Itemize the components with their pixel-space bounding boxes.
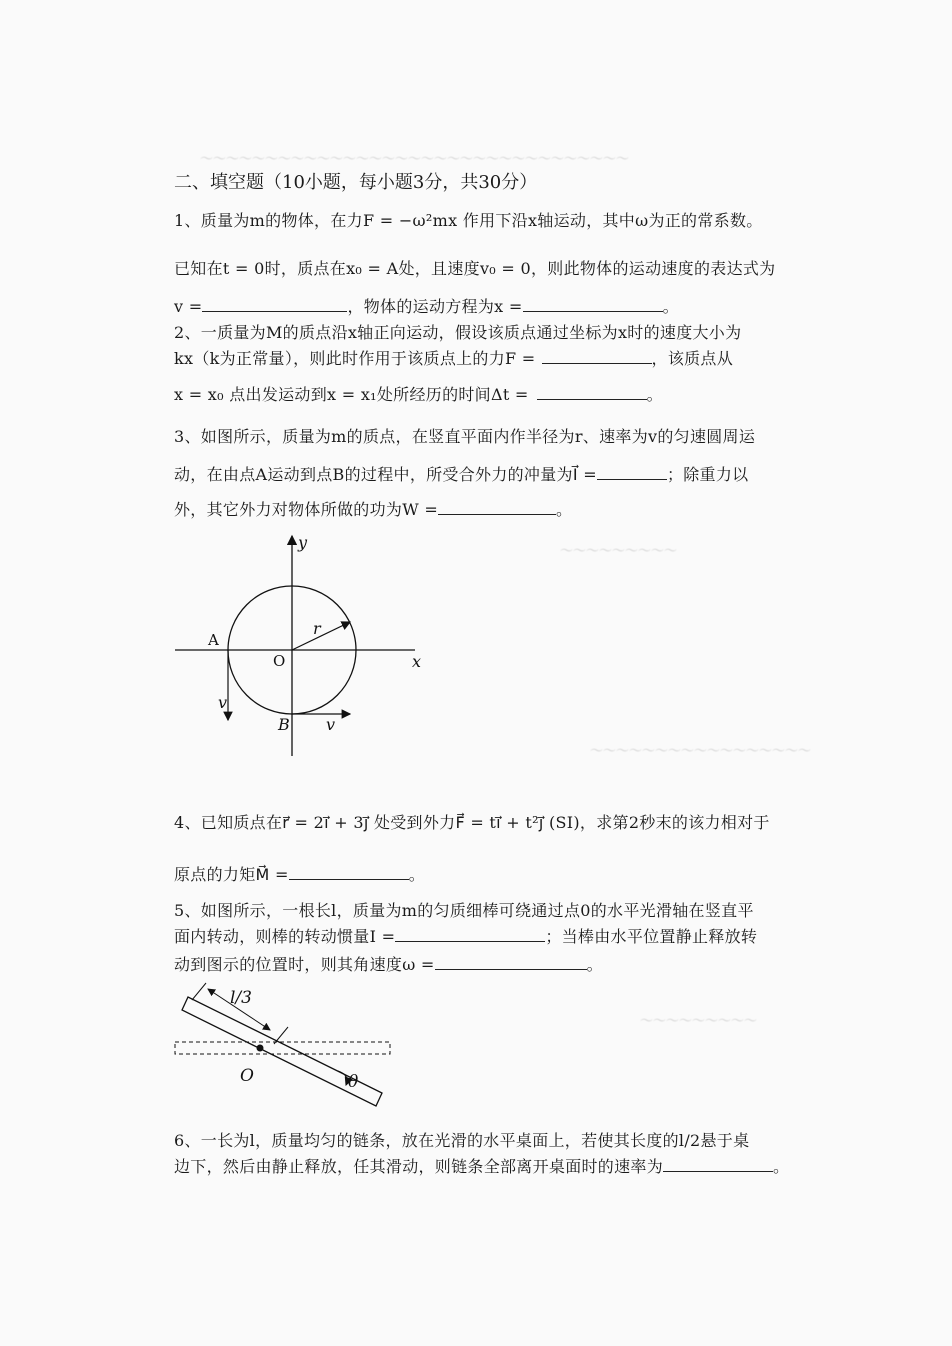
bleed-through-text: ～～～～～～～～～～～～～～～～～～～～～～～～～～～～～～～～～ bbox=[200, 152, 630, 167]
q4-line2 bbox=[174, 862, 425, 885]
q2-line2 bbox=[174, 346, 733, 369]
q1-line3 bbox=[174, 294, 679, 317]
y-axis-label: y bbox=[298, 533, 308, 552]
bleed-through-text: ～～～～～～～～～～～～～～～～～ bbox=[590, 744, 812, 759]
q6-line2 bbox=[174, 1154, 789, 1177]
q2-line1: 2、一质量为M的质点沿x轴正向运动，假设该质点通过坐标为x时的速度大小为 bbox=[174, 323, 742, 342]
pivot-point bbox=[257, 1045, 264, 1052]
q4-end: 。 bbox=[408, 865, 426, 884]
q3-line3 bbox=[174, 497, 572, 520]
angle-label: θ bbox=[348, 1072, 359, 1092]
q5-rod-figure bbox=[170, 975, 400, 1125]
q1-line1: 1、质量为m的物体，在力F = −ω²mx 作用下沿x轴运动，其中ω为正的常系数。 bbox=[174, 211, 763, 230]
q1-line2: 已知在t = 0时，质点在x₀ = A处，且速度v₀ = 0，则此物体的运动速度的表达式为 bbox=[174, 259, 776, 278]
radius-arrow bbox=[292, 622, 350, 650]
q5-inertia-label: 面内转动，则棒的转动惯量I = bbox=[174, 927, 396, 946]
point-b-label: B bbox=[278, 715, 290, 734]
q2-end: 。 bbox=[646, 385, 663, 404]
q5-inertia-blank[interactable] bbox=[395, 927, 545, 942]
q5-line2 bbox=[174, 924, 757, 947]
velocity-label-b: v bbox=[326, 715, 336, 734]
bleed-through-text: ～～～～～～～～～ bbox=[560, 544, 678, 559]
origin-label: O bbox=[273, 652, 286, 670]
angle-arc bbox=[338, 1071, 347, 1085]
velocity-label-a: v bbox=[218, 693, 228, 712]
q3-impulse-after: ；除重力以 bbox=[666, 465, 749, 484]
q6-line1: 6、一长为l，质量均匀的链条，放在光滑的水平桌面上，若使其长度的l/2悬于桌 bbox=[174, 1131, 750, 1150]
q1-end: 。 bbox=[662, 297, 679, 316]
q2-force-blank[interactable] bbox=[542, 349, 652, 364]
q5-omega-blank[interactable] bbox=[435, 955, 587, 970]
section-title: 二、填空题（10小题，每小题3分，共30分） bbox=[174, 172, 538, 193]
q2-force-label: kx（k为正常量），则此时作用于该质点上的力F = bbox=[174, 349, 536, 368]
dimension-tick-left bbox=[192, 983, 206, 1000]
q3-line2 bbox=[174, 462, 748, 485]
dimension-tick-right bbox=[274, 1027, 288, 1044]
q5-omega-label: 动到图示的位置时，则其角速度ω = bbox=[174, 955, 435, 974]
q3-work-blank[interactable] bbox=[438, 500, 556, 515]
q2-force-after: ，该质点从 bbox=[651, 349, 734, 368]
bleed-through-text: ～～～～～～～～～ bbox=[640, 1014, 758, 1029]
q5-inertia-after: ；当棒由水平位置静止释放转 bbox=[545, 927, 758, 946]
q5-line1: 5、如图所示，一根长l，质量为m的匀质细棒可绕通过点0的水平光滑轴在竖直平 bbox=[174, 901, 754, 920]
q2-time-blank[interactable] bbox=[537, 385, 647, 400]
q3-end: 。 bbox=[556, 500, 573, 519]
point-a-label: A bbox=[208, 631, 219, 649]
x-axis-label: x bbox=[412, 652, 422, 671]
radius-label: r bbox=[313, 619, 321, 638]
q3-circle-figure bbox=[170, 528, 450, 763]
q6-speed-label: 边下，然后由静止释放，任其滑动，则链条全部离开桌面时的速率为 bbox=[174, 1157, 664, 1176]
q1-answer-label-v: v = bbox=[174, 297, 203, 316]
q1-answer-blank-v[interactable] bbox=[202, 297, 347, 312]
q5-line3 bbox=[174, 952, 603, 975]
pivot-label: O bbox=[240, 1066, 254, 1086]
q4-torque-label: 原点的力矩M⃗ = bbox=[174, 865, 289, 884]
q2-line3 bbox=[174, 382, 663, 405]
q4-line1: 4、已知质点在r⃗ = 2i⃗ + 3j⃗ 处受到外力F⃗ = ti⃗ + t²j⃗ (SI)，求第2秒末的该力相对于 bbox=[174, 813, 770, 832]
q3-work-label: 外，其它外力对物体所做的功为W = bbox=[174, 500, 439, 519]
q1-answer-blank-x[interactable] bbox=[523, 297, 663, 312]
q6-end: 。 bbox=[773, 1157, 790, 1176]
q3-line1: 3、如图所示，质量为m的质点，在竖直平面内作半径为r、速率为v的匀速圆周运 bbox=[174, 427, 756, 446]
q4-torque-blank[interactable] bbox=[289, 865, 409, 880]
length-label: l/3 bbox=[230, 988, 252, 1008]
q5-end: 。 bbox=[586, 955, 603, 974]
q1-answer-label-x: ，物体的运动方程为x = bbox=[347, 297, 523, 316]
q3-impulse-blank[interactable] bbox=[597, 465, 667, 480]
q2-time-label: x = x₀ 点出发运动到x = x₁处所经历的时间Δt = bbox=[174, 385, 529, 404]
q3-impulse-label: 动，在由点A运动到点B的过程中，所受合外力的冲量为I⃗ = bbox=[174, 465, 597, 484]
q6-speed-blank[interactable] bbox=[663, 1157, 773, 1172]
